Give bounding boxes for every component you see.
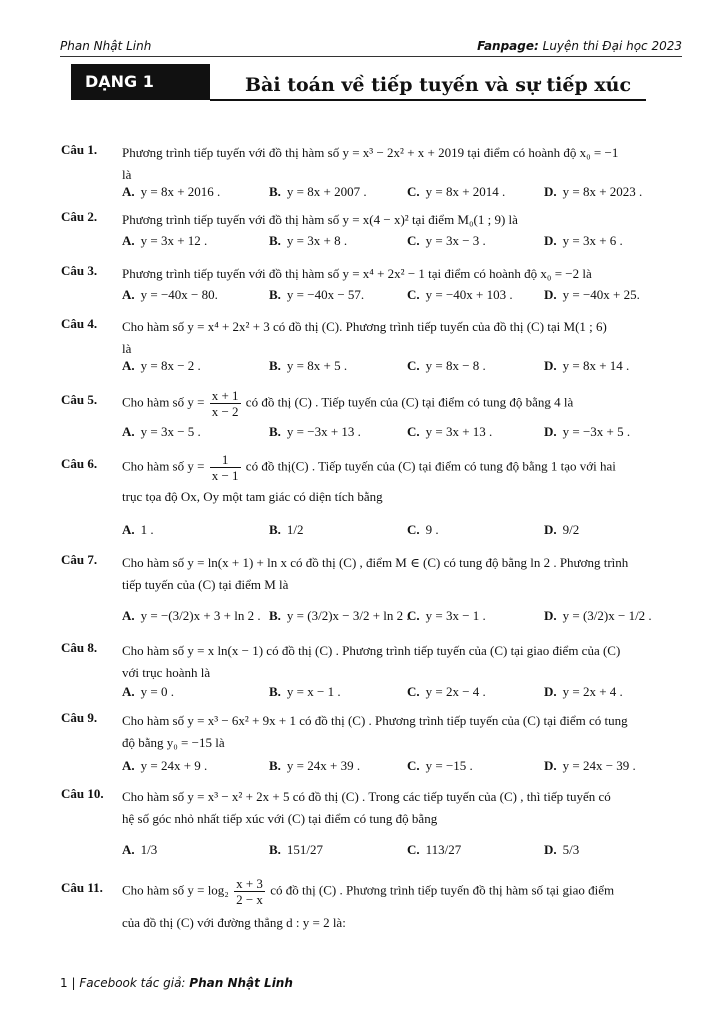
question-text: Cho hàm số y = log₂ $\frac{x + 3}{2 - x}$ có đồ thị (C) . Phương trình tiếp tuyến đồ thị hàm số tại giao điểm [122, 876, 615, 907]
question-text: Cho hàm số y = $\frac{x + 1}{x - 2}$ có đồ thị (C) . Tiếp tuyến của (C) tại điểm có tung độ bằng 4 là [122, 388, 574, 419]
question-label: Câu 7. [61, 552, 98, 567]
header-author: Phan Nhật Linh [60, 39, 152, 53]
option-c: C. y = 3x − 3 . [407, 233, 486, 248]
option-c: C. y = 8x + 2014 . [407, 184, 506, 199]
option-a: A. y = 0 . [122, 684, 174, 699]
option-a: A. 1/3 [122, 842, 158, 857]
question-text: Cho hàm số y = ln(x + 1) + ln x có đồ thị (C) , điểm M ∈ (C) có tung độ bằng ln 2 . Phương trình [122, 555, 629, 570]
question-text: Cho hàm số y = x ln(x − 1) có đồ thị (C) . Phương trình tiếp tuyến của (C) tại giao điểm của (C) [122, 643, 621, 658]
option-c: C. y = −40x + 103 . [407, 287, 513, 302]
question-label: Câu 6. [61, 456, 98, 471]
question-label: Câu 10. [61, 786, 104, 801]
question-text-cont: là [122, 167, 132, 182]
option-d: D. 9/2 [544, 522, 580, 537]
option-c: C. y = 2x − 4 . [407, 684, 486, 699]
option-d: D. y = −3x + 5 . [544, 424, 631, 439]
question-text: Cho hàm số y = x⁴ + 2x² + 3 có đồ thị (C). Phương trình tiếp tuyến của đồ thị (C) tại M(1 ; 6) [122, 319, 607, 334]
option-b: B. y = (3/2)x − 3/2 + ln 2 . [269, 608, 410, 623]
option-a: A. y = 3x + 12 . [122, 233, 208, 248]
question-text-cont: của đồ thị (C) với đường thẳng d : y = 2 là: [122, 915, 346, 930]
question-text-cont: hệ số góc nhỏ nhất tiếp xúc với (C) tại điểm có tung độ bằng [122, 811, 438, 826]
question-text: Phương trình tiếp tuyến với đồ thị hàm số y = x³ − 2x² + x + 2019 tại điểm có hoành độ x₀ = −1 [122, 145, 619, 160]
option-b: B. y = 8x + 2007 . [269, 184, 367, 199]
option-a: A. y = 3x − 5 . [122, 424, 201, 439]
option-b: B. y = 8x + 5 . [269, 358, 348, 373]
question-label: Câu 9. [61, 710, 98, 725]
footer: 1 | Facebook tác giả: Phan Nhật Linh [60, 976, 293, 990]
option-d: D. y = 3x + 6 . [544, 233, 623, 248]
title-underline [210, 99, 646, 101]
question-text: Phương trình tiếp tuyến với đồ thị hàm số y = x⁴ + 2x² − 1 tại điểm có hoành độ x₀ = −2 là [122, 266, 592, 281]
section-tag: DẠNG 1 [71, 64, 210, 100]
option-c: C. y = −15 . [407, 758, 473, 773]
fraction: $\frac{1}{x - 1}$ [211, 452, 239, 483]
option-b: B. y = 3x + 8 . [269, 233, 348, 248]
question-text-cont: với trục hoành là [122, 665, 211, 680]
question-label: Câu 3. [61, 263, 98, 278]
option-c: C. y = 8x − 8 . [407, 358, 486, 373]
option-c: C. 113/27 [407, 842, 462, 857]
option-b: B. y = −3x + 13 . [269, 424, 361, 439]
option-d: D. y = 24x − 39 . [544, 758, 636, 773]
question-text-cont: độ bằng y₀ = −15 là [122, 735, 225, 750]
option-b: B. 151/27 [269, 842, 324, 857]
option-b: B. y = −40x − 57. [269, 287, 365, 302]
option-c: C. y = 3x + 13 . [407, 424, 493, 439]
question-text-cont: là [122, 341, 132, 356]
question-label: Câu 1. [61, 142, 98, 157]
question-label: Câu 5. [61, 392, 98, 407]
option-d: D. y = (3/2)x − 1/2 . [544, 608, 652, 623]
header-divider [60, 56, 682, 57]
question-text: Cho hàm số y = $\frac{1}{x - 1}$ có đồ thị(C) . Tiếp tuyến của (C) tại điểm có tung độ bằng 1 tạo với hai [122, 452, 616, 483]
question-text-cont: trục tọa độ Ox, Oy một tam giác có diện tích bằng [122, 489, 383, 504]
fraction: $\frac{x + 1}{x - 2}$ [211, 388, 239, 419]
question-text-cont: tiếp tuyến của (C) tại điểm M là [122, 577, 289, 592]
option-d: D. 5/3 [544, 842, 580, 857]
fraction: $\frac{x + 3}{2 - x}$ [236, 876, 263, 907]
option-b: B. y = x − 1 . [269, 684, 341, 699]
option-c: C. 9 . [407, 522, 439, 537]
question-label: Câu 2. [61, 209, 98, 224]
option-b: B. 1/2 [269, 522, 304, 537]
question-label: Câu 8. [61, 640, 98, 655]
option-b: B. y = 24x + 39 . [269, 758, 361, 773]
option-d: D. y = 8x + 14 . [544, 358, 630, 373]
question-label: Câu 11. [61, 880, 103, 895]
option-a: A. 1 . [122, 522, 154, 537]
option-a: A. y = 24x + 9 . [122, 758, 208, 773]
option-a: A. y = −(3/2)x + 3 + ln 2 . [122, 608, 261, 623]
section-title: Bài toán về tiếp tuyến và sự tiếp xúc [245, 74, 632, 96]
question-text: Phương trình tiếp tuyến với đồ thị hàm số y = x(4 − x)² tại điểm M₀(1 ; 9) là [122, 212, 518, 227]
option-a: A. y = 8x + 2016 . [122, 184, 221, 199]
option-a: A. y = 8x − 2 . [122, 358, 201, 373]
question-text: Cho hàm số y = x³ − 6x² + 9x + 1 có đồ thị (C) . Phương trình tiếp tuyến của (C) tại điểm có tung [122, 713, 628, 728]
option-c: C. y = 3x − 1 . [407, 608, 486, 623]
page-number: 1 [60, 976, 68, 990]
question-text: Cho hàm số y = x³ − x² + 2x + 5 có đồ thị (C) . Trong các tiếp tuyến của (C) , thì tiếp tuyến có [122, 789, 611, 804]
option-a: A. y = −40x − 80. [122, 287, 218, 302]
question-label: Câu 4. [61, 316, 98, 331]
header-fanpage: Fanpage: Luyện thi Đại học 2023 [477, 39, 682, 53]
option-d: D. y = −40x + 25. [544, 287, 640, 302]
option-d: D. y = 8x + 2023 . [544, 184, 643, 199]
footer-author: Phan Nhật Linh [189, 976, 293, 990]
option-d: D. y = 2x + 4 . [544, 684, 623, 699]
